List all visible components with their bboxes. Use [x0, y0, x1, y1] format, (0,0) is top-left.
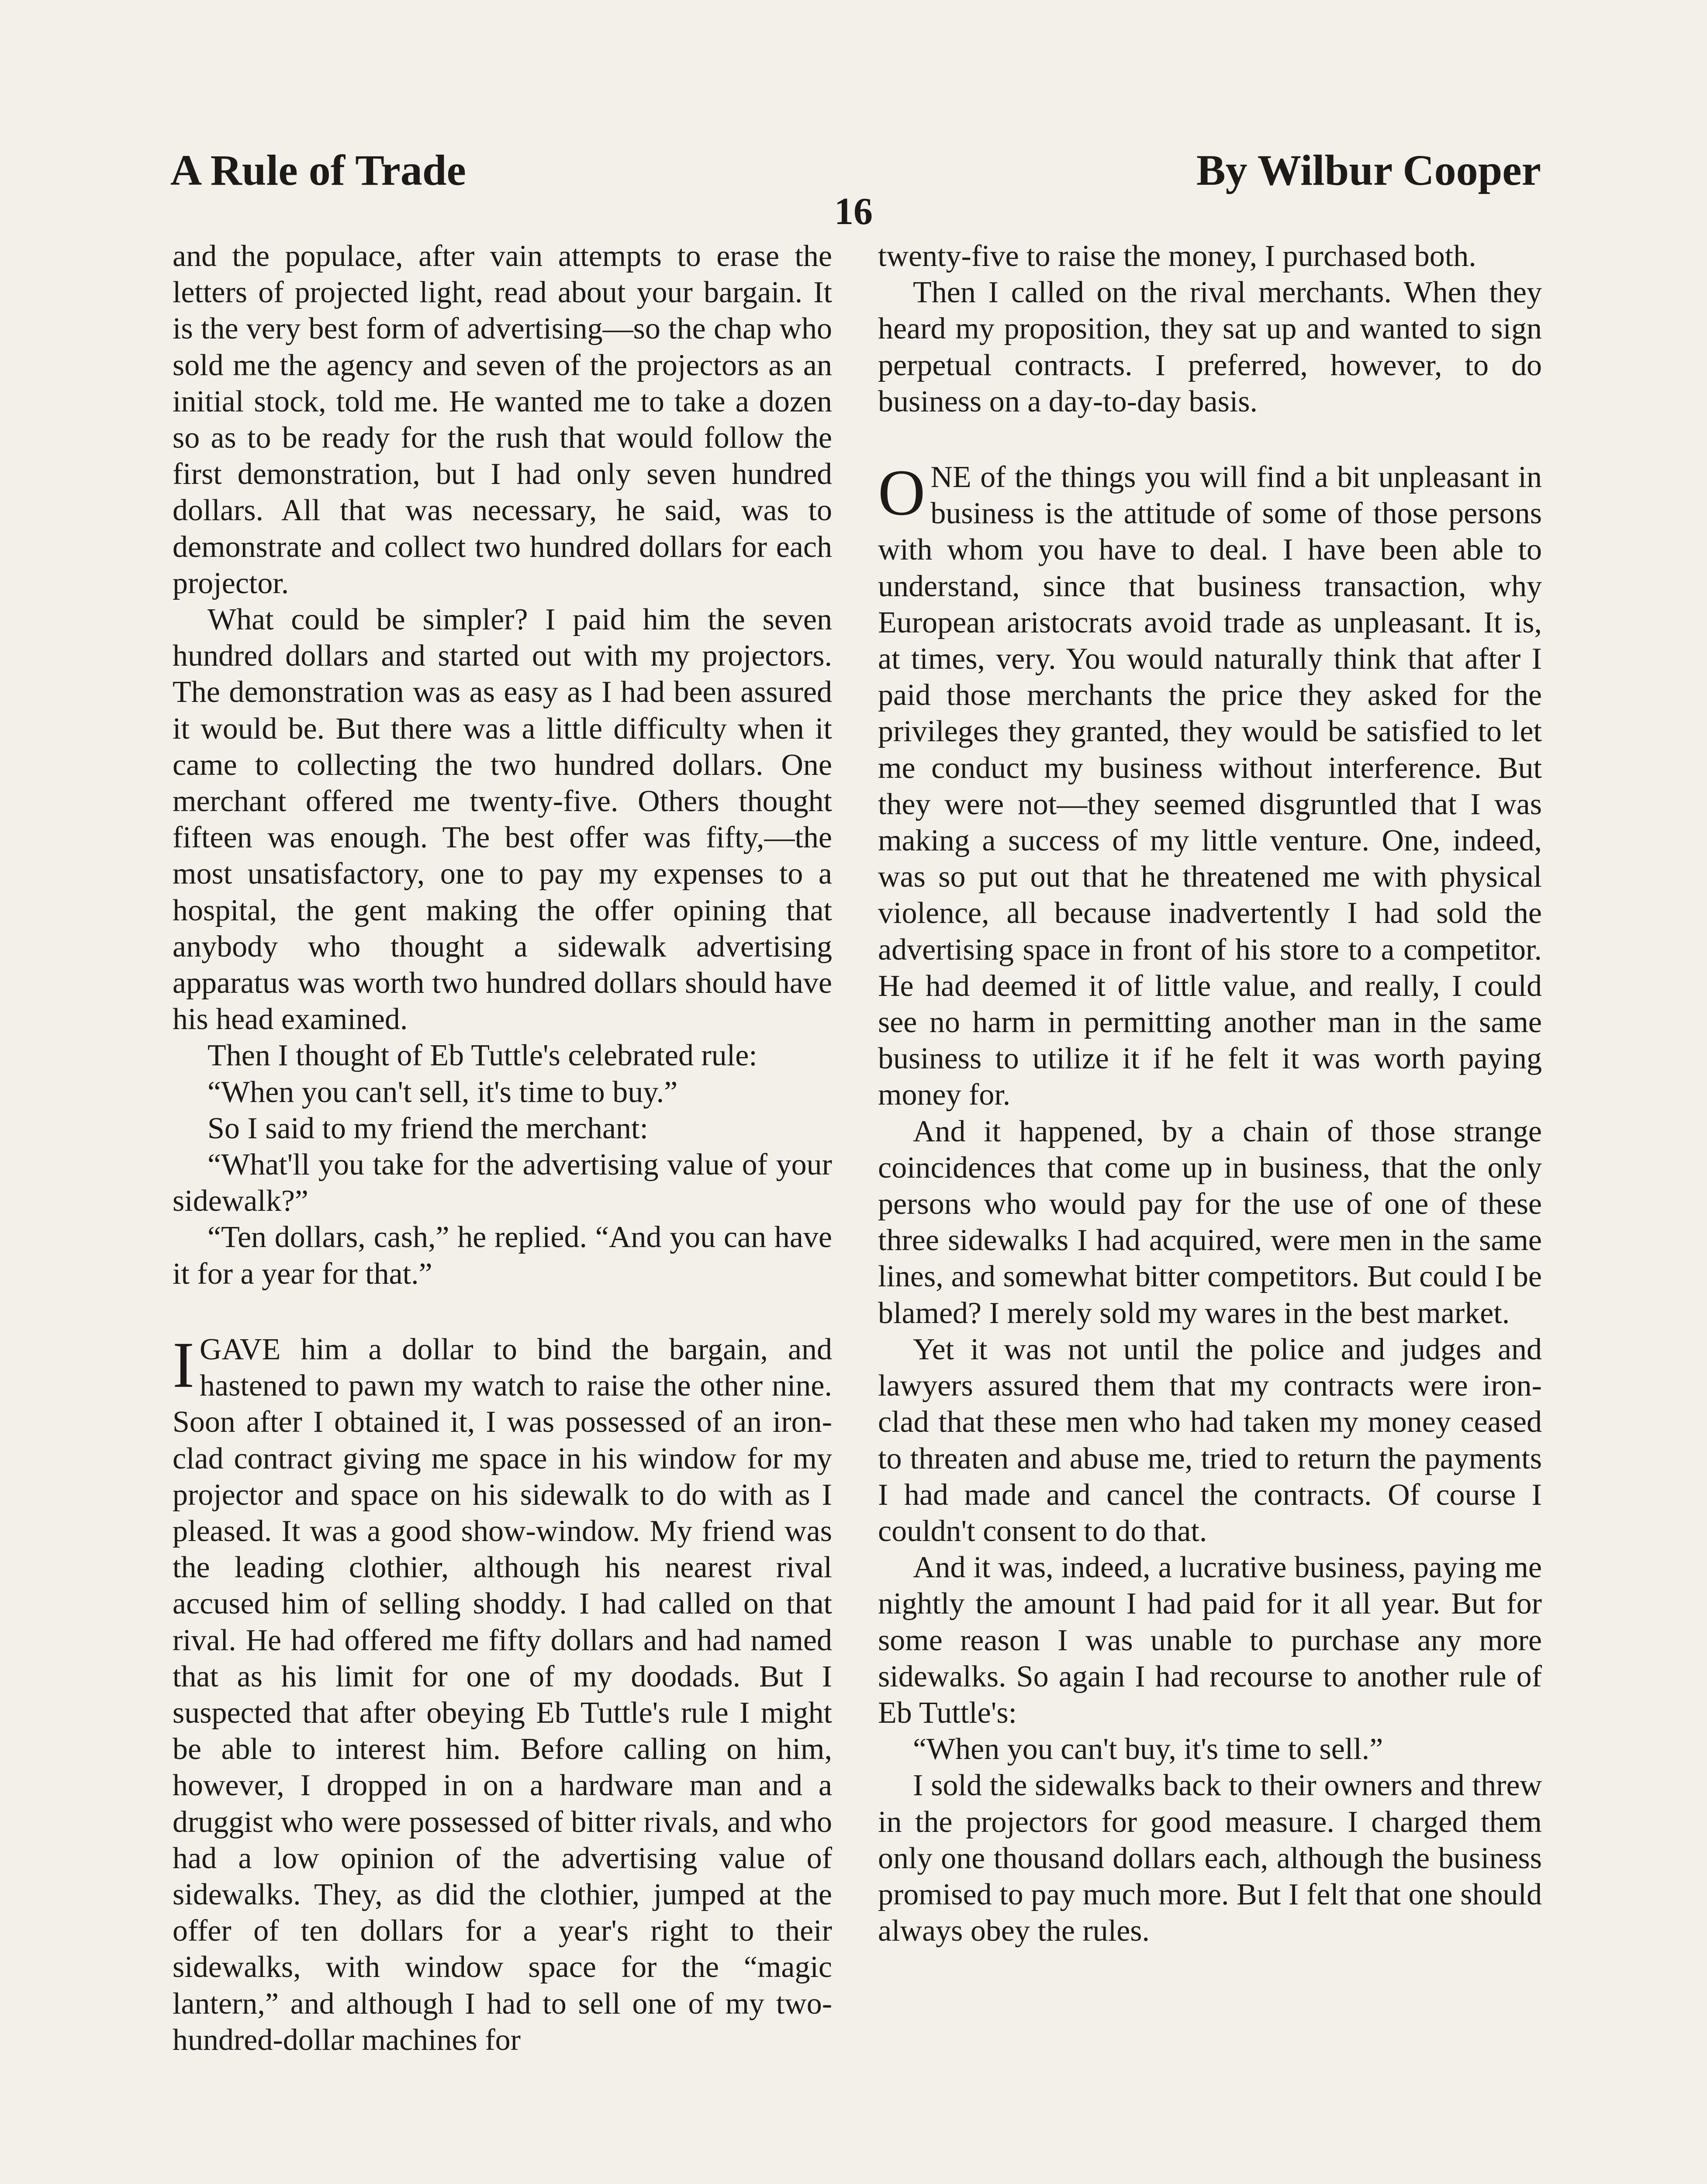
- paragraph: “Ten dollars, cash,” he replied. “And you can have it for a year for that.”: [173, 1220, 832, 1291]
- paragraph: Then I called on the rival merchants. When they heard my proposition, they sat up and wanted to sign perpetual contracts. I preferred, however, to do business on a day-to-day basis.: [878, 276, 1542, 418]
- paragraph: twenty-five to raise the money, I purchased both.: [878, 239, 1476, 273]
- paragraph: “When you can't buy, it's time to sell.”: [913, 1732, 1383, 1766]
- page-number: 16: [834, 190, 873, 233]
- story-title: A Rule of Trade: [170, 146, 466, 194]
- drop-cap: I: [173, 1328, 194, 1401]
- section-paragraph: [173, 1328, 832, 2058]
- paragraph-text: GAVE him a dollar to bind the bargain, and hastened to pawn my watch to raise the other nine. Soon after I obtained it, I was possessed of an iron-clad contract giving me space in his window for my projector and space on his sidewalk to do with as I pleased. It was a good show-window. My friend was the leading clothier, although his nearest rival accused him of selling shoddy. I had called on that rival. He had offered me fifty dollars and had named that as his limit for one of my doodads. But I suspected that after obeying Eb Tuttle's rule I might be able to interest him. Before calling on him, however, I dropped in on a hardware man and a druggist who were possessed of bitter rivals, and who had a low opinion of the advertising value of sidewalks. They, as did the clothier, jumped at the offer of ten dollars for a year's right to their sidewalks, with window space for the “magic lantern,” and although I had to sell one of my two-hundred-dollar machines for: [173, 1332, 832, 2057]
- section-paragraph: [878, 456, 1542, 1113]
- paragraph: What could be simpler? I paid him the seven hundred dollars and started out with my projectors. The demonstration was as easy as I had been assured it would be. But there was a little difficulty when it came to collecting the two hundred dollars. One merchant offered me twenty-five. Others thought fifteen was enough. The best offer was fifty,—the most unsatisfactory, one to pay my expenses to a hospital, the gent making the offer opining that anybody who thought a sidewalk advertising apparatus was worth two hundred dollars should have his head examined.: [173, 603, 832, 1037]
- paragraph: And it happened, by a chain of those strange coincidences that come up in business, that the only persons who would pay for the use of one of these three sidewalks I had acquired, were men in the same lines, and somewhat bitter competitors. But could I be blamed? I merely sold my wares in the best market.: [878, 1114, 1542, 1330]
- paragraph: Then I thought of Eb Tuttle's celebrated rule:: [207, 1039, 757, 1073]
- left-column: [173, 238, 832, 2058]
- paragraph: I sold the sidewalks back to their owners and threw in the projectors for good measure. I charged them only one thousand dollars each, although the business promised to pay much more. But I felt that one should always obey the rules.: [878, 1769, 1542, 1948]
- paragraph: “What'll you take for the advertising value of your sidewalk?”: [173, 1148, 832, 1218]
- drop-cap: O: [878, 456, 926, 529]
- paragraph: “When you can't sell, it's time to buy.”: [207, 1075, 678, 1109]
- paragraph: and the populace, after vain attempts to erase the letters of projected light, read about your bargain. It is the very best form of advertising—so the chap who sold me the agency and seven of the projectors as an initial stock, told me. He wanted me to take a dozen so as to be ready for the rush that would follow the first demonstration, but I had only seven hundred dollars. All that was necessary, he said, was to demonstrate and collect two hundred dollars for each projector.: [173, 239, 832, 600]
- paragraph: And it was, indeed, a lucrative business, paying me nightly the amount I had paid for it all year. But for some reason I was unable to purchase any more sidewalks. So again I had recourse to another rule of Eb Tuttle's:: [878, 1551, 1542, 1730]
- paragraph-text: NE of the things you will find a bit unpleasant in business is the attitude of some of those persons with whom you have to deal. I have been able to understand, since that business transaction, why European aristocrats avoid trade as unpleasant. It is, at times, very. You would naturally think that after I paid those merchants the price they asked for the privileges they granted, they would be satisfied to let me conduct my business without interference. But they were not—they seemed disgruntled that I was making a success of my little venture. One, indeed, was so put out that he threatened me with physical violence, all because inadvertently I had sold the advertising space in front of his store to a competitor. He had deemed it of little value, and really, I could see no harm in permitting another man in the same business to utilize it if he felt it was worth paying money for.: [878, 460, 1542, 1112]
- paragraph: So I said to my friend the merchant:: [207, 1111, 648, 1145]
- story-author: By Wilbur Cooper: [1196, 146, 1541, 194]
- paragraph: Yet it was not until the police and judges and lawyers assured them that my contracts were iron-clad that these men who had taken my money ceased to threaten and abuse me, tried to return the payments I had made and cancel the contracts. Of course I couldn't consent to do that.: [878, 1332, 1542, 1548]
- right-column: [878, 238, 1542, 1949]
